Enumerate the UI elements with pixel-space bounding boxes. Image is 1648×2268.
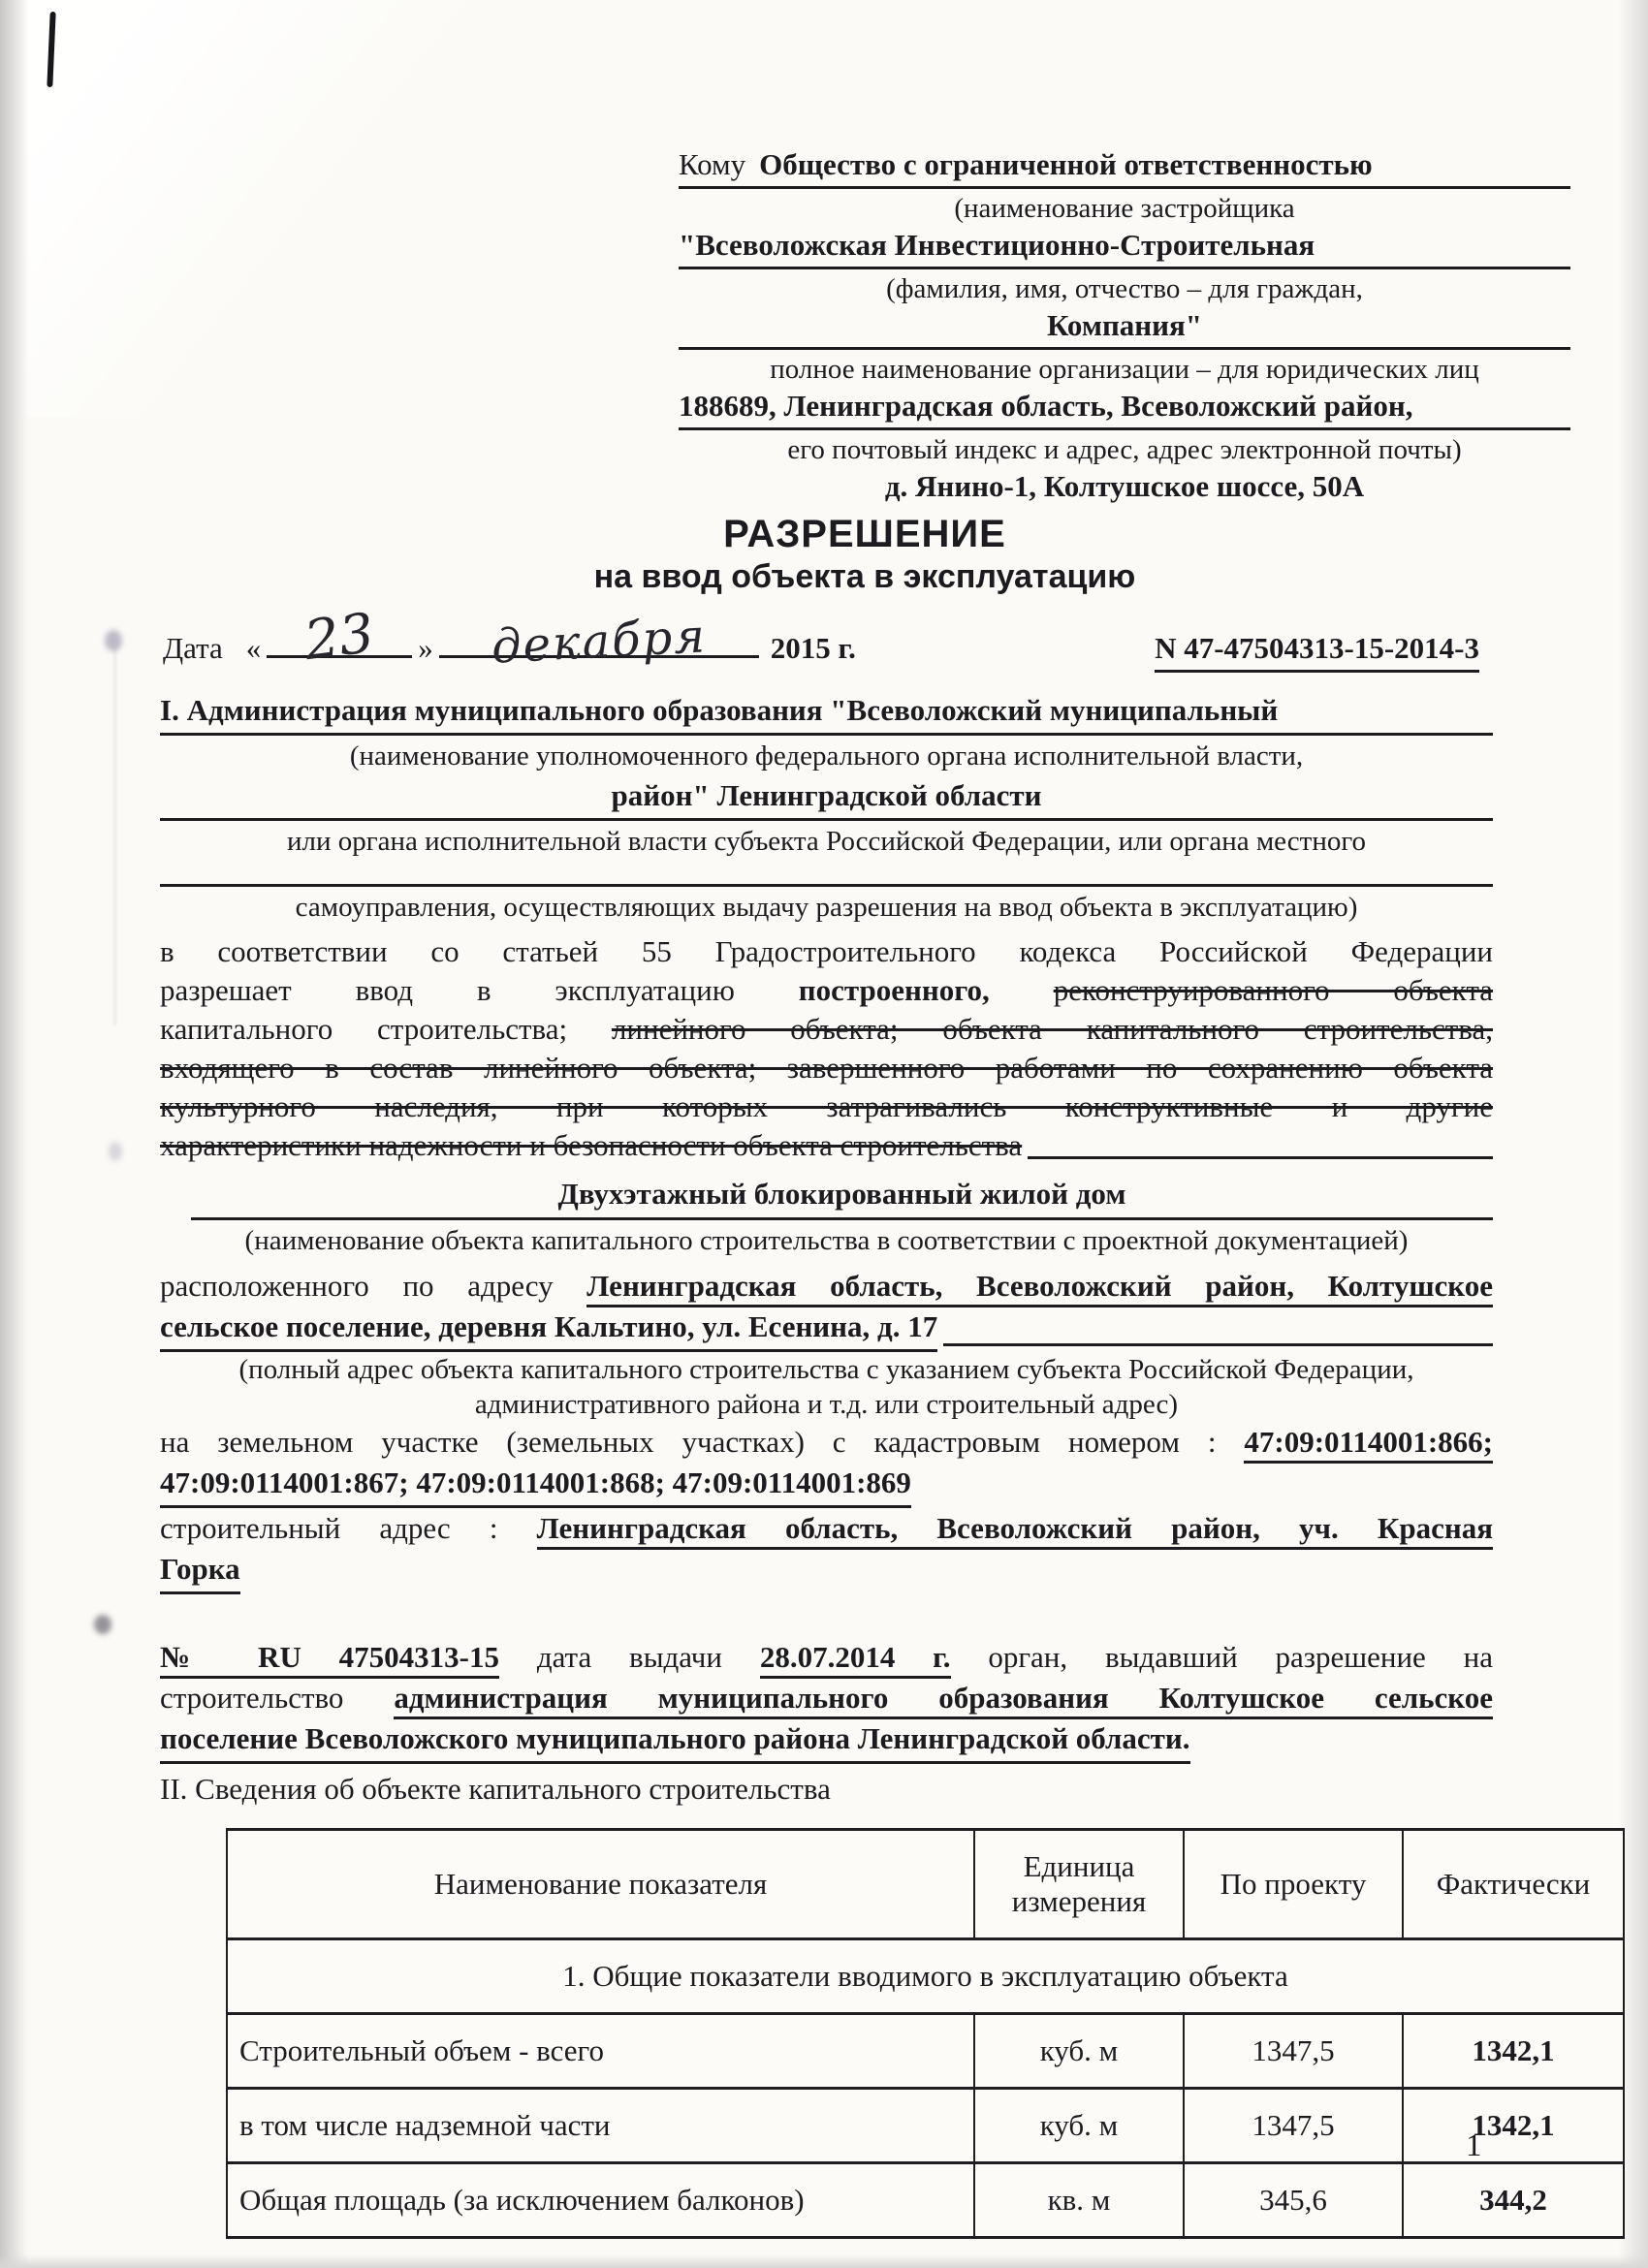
org-name-part1: "Всеволожская Инвестиционно-Строительная — [679, 228, 1315, 262]
location-line1 — [160, 1266, 1493, 1307]
location-paragraph — [160, 1266, 1493, 1594]
parcel-label: на земельном участке (земельных участках) с кадастровым номером : — [160, 1425, 1217, 1459]
permit-line1 — [160, 1637, 1493, 1678]
scan-edge-left — [0, 0, 29, 2268]
document-title: РАЗРЕШЕНИЕ — [723, 513, 1006, 555]
table-header-row — [227, 1830, 1624, 1939]
issuer-name-part2: поселение Всеволожского муниципального района Ленинградской области. — [160, 1718, 1190, 1764]
location-caption1: (полный адрес объекта капитального строительства с указанием субъекта Российской Федерации, — [238, 1354, 1414, 1385]
quote-open: « — [245, 631, 262, 665]
document-subtitle: на ввод объекта в эксплуатацию — [593, 558, 1136, 595]
authority-line1: I. Администрация муниципального образования "Всеволожский муниципальный — [160, 690, 1493, 736]
caption-builder-name: (наименование застройщика — [954, 193, 1295, 224]
indicators-table — [226, 1828, 1625, 2239]
table-row — [227, 2163, 1624, 2238]
cell-project: 1347,5 — [1184, 2089, 1403, 2163]
struck-line6-row — [160, 1126, 1493, 1165]
cell-project: 345,6 — [1184, 2163, 1403, 2238]
postal-address-part1: 188689, Ленинградская область, Всеволожский район, — [679, 389, 1413, 423]
authority-caption2: или органа исполнительной власти субъекта Российской Федерации, или органа местного — [286, 826, 1367, 857]
col-header-unit: Единица измерения — [974, 1830, 1184, 1939]
permit-paragraph — [160, 1637, 1493, 1811]
statute-line3-text: капитального строительства; — [160, 1012, 568, 1046]
permit-line2 — [160, 1678, 1493, 1718]
authority-blank-line — [160, 861, 1493, 887]
to-label: Кому — [679, 147, 746, 181]
cell-project: 1347,5 — [1184, 2014, 1403, 2089]
date-label: Дата — [163, 631, 223, 665]
cell-actual: 1342,1 — [1403, 2014, 1624, 2089]
cell-actual: 344,2 — [1403, 2163, 1624, 2238]
authority-line2: район" Ленинградской области — [160, 775, 1493, 821]
recipient-org-line1 — [679, 226, 1570, 269]
org-name-part2: Компания" — [1046, 308, 1203, 342]
object-name-caption: (наименование объекта капитального строительства в соответствии с проектной документацией) — [244, 1225, 1409, 1256]
table-row — [227, 2014, 1624, 2089]
col-header-project: По проекту — [1184, 1830, 1403, 1939]
issuer-lead-text: орган, выдавший разрешение на — [988, 1640, 1493, 1674]
struck-line6: характеристики надежности и безопасности объекта строительства — [160, 1128, 1023, 1162]
recipient-line-to — [679, 145, 1570, 189]
table-section-title: 1. Общие показатели вводимого в эксплуатацию объекта — [227, 1939, 1624, 2014]
handwritten-month: декабря — [490, 609, 709, 675]
cell-unit: куб. м — [974, 2014, 1184, 2089]
statute-line2-text: разрешает ввод в эксплуатацию — [160, 973, 735, 1007]
statute-line2 — [160, 971, 1493, 1010]
cell-indicator: Общая площадь (за исключением балконов) — [227, 2163, 974, 2238]
date-year: 2015 г. — [770, 631, 856, 665]
statute-paragraph — [160, 932, 1493, 1258]
recipient-block — [679, 145, 1570, 506]
date-day-blank — [267, 599, 412, 674]
recipient-org-line2 — [679, 306, 1570, 350]
struck-reconstructed: реконструированного объекта — [1053, 973, 1494, 1007]
document-title-block — [41, 512, 1648, 597]
struck-line5: культурного наследия, при которых затрагивались конструктивные и другие — [160, 1089, 1493, 1123]
scan-smudge — [109, 1142, 122, 1161]
issue-date-value: 28.07.2014 г. — [760, 1640, 951, 1679]
issue-date-label: дата выдачи — [536, 1640, 722, 1674]
scan-edge-bottom — [0, 2254, 1648, 2268]
cell-unit: кв. м — [974, 2163, 1184, 2238]
location-line2 — [160, 1307, 1493, 1352]
location-address-part2: сельское поселение, деревня Кальтино, ул. Есенина, д. 17 — [160, 1307, 937, 1352]
location-caption2: административного района и т.д. или строительный адрес) — [474, 1389, 1179, 1420]
section-ii-heading: II. Сведения об объекте капитального строительства — [160, 1772, 831, 1806]
location-label: расположенного по адресу — [160, 1269, 554, 1303]
site-line2 — [160, 1549, 1493, 1594]
col-header-actual: Фактически — [1403, 1830, 1624, 1939]
cell-indicator: Строительный объем - всего — [227, 2014, 974, 2089]
scan-streak-artifact — [113, 647, 116, 1025]
blank-fill-line — [943, 1343, 1493, 1346]
authority-caption1: (наименование уполномоченного федерального органа исполнительной власти, — [349, 740, 1304, 772]
blank-fill-line — [1028, 1156, 1493, 1159]
cadastral-number-1: 47:09:0114001:866; — [1244, 1425, 1493, 1464]
caption-postal-address: его почтовый индекс и адрес, адрес электронной почты) — [787, 434, 1462, 465]
permit-line3 — [160, 1718, 1493, 1764]
site-line1 — [160, 1508, 1493, 1549]
caption-person-name: (фамилия, имя, отчество – для граждан, — [886, 273, 1363, 304]
issuer-name-part1: администрация муниципального образования Колтушское сельское — [394, 1681, 1493, 1719]
object-name: Двухэтажный блокированный жилой дом — [191, 1173, 1493, 1220]
location-address-part1: Ленинградская область, Всеволожский район, Колтушское — [586, 1269, 1493, 1307]
parcel-line1 — [160, 1422, 1493, 1463]
parcel-line2 — [160, 1463, 1493, 1508]
to-value: Общество с ограниченной ответственностью — [759, 147, 1373, 181]
caption-org-fullname: полное наименование организации – для юридических лиц — [770, 354, 1479, 385]
authority-section — [160, 690, 1493, 925]
page-number: 1 — [1466, 2128, 1482, 2163]
built-word: построенного, — [798, 973, 990, 1007]
statute-line3 — [160, 1010, 1493, 1049]
site-address-part2: Горка — [160, 1549, 240, 1594]
scan-smudge — [94, 1615, 111, 1634]
document-number: N 47-47504313-15-2014-3 — [1155, 631, 1479, 673]
statute-line1: в соответствии со статьей 55 Градостроительного кодекса Российской Федерации — [160, 934, 1493, 968]
cell-indicator: в том числе надземной части — [227, 2089, 974, 2163]
date-row — [163, 599, 1493, 673]
handwritten-day: 23 — [301, 601, 378, 674]
scan-corner-shade — [0, 0, 504, 417]
date-month-blank — [439, 599, 759, 675]
struck-linear-object: линейного объекта; объекта капитального строительства, — [611, 1012, 1493, 1046]
cell-unit: куб. м — [974, 2089, 1184, 2163]
construction-permit-number: № RU 47504313-15 — [160, 1640, 499, 1679]
issuer-lead-text2: строительство — [160, 1681, 344, 1715]
site-address-part1: Ленинградская область, Всеволожский район, уч. Красная — [537, 1511, 1493, 1550]
quote-close: » — [418, 631, 433, 665]
cell-actual: 1342,1 — [1403, 2089, 1624, 2163]
table-row — [227, 2089, 1624, 2163]
site-address-label: строительный адрес : — [160, 1511, 498, 1545]
postal-address-part2: д. Янино-1, Колтушское шоссе, 50А — [884, 469, 1365, 503]
recipient-addr-line1 — [679, 387, 1570, 430]
col-header-indicator: Наименование показателя — [227, 1830, 974, 1939]
authority-caption3: самоуправления, осуществляющих выдачу разрешения на ввод объекта в эксплуатацию) — [295, 892, 1358, 923]
struck-line4: входящего в состав линейного объекта; завершенного работами по сохранению объекта — [160, 1051, 1493, 1085]
table-section-row — [227, 1939, 1624, 2014]
recipient-addr-line2 — [679, 467, 1570, 506]
cadastral-numbers-2: 47:09:0114001:867; 47:09:0114001:868; 47:09:0114001:869 — [160, 1463, 911, 1508]
document-body — [160, 690, 1591, 2239]
scan-smudge — [105, 630, 122, 651]
